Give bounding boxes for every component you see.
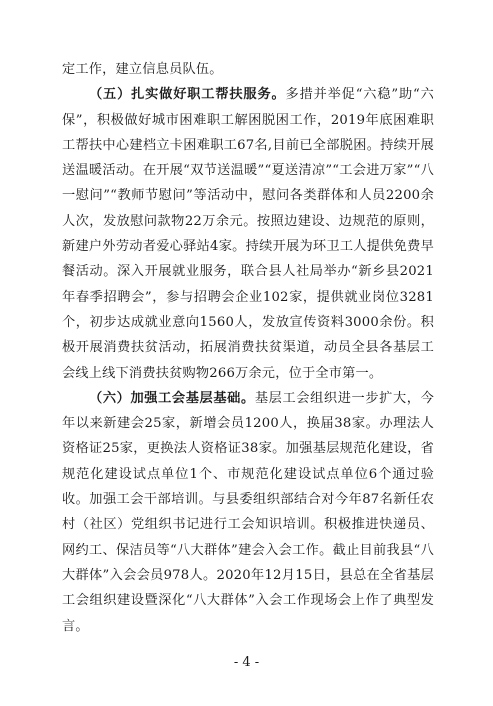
document-page — [62, 57, 434, 639]
section-6-heading: （六）加强工会基层基础。 — [89, 390, 255, 406]
section-6-body: 基层工会组织进一步扩大，今年以来新建会25家，新增会员1200人，换届38家。办理法人资格证25家，更换法人资格证38家。加强基层规范化建设，省规范化建设试点单位1个、市规范化建设试点单位6个通过验收。加强工会干部培训。与县委组织部结合对今年87名新任农村（社区）党组织书记进行工会知识培训。积极推进快递员、网约工、保洁员等“八大群体”建会入会工作。截止目前我县“八大群体”入会会员978人。2020年12月15日，县总在全省基层工会组织建设暨深化“八大群体”入会工作现场会上作了典型发言。 — [62, 390, 434, 634]
section-5-body: 多措并举促“六稳”助“六保”，积极做好城市困难职工解困脱困工作，2019年底困难职工帮扶中心建档立卡困难职工67名,目前已全部脱困。持续开展送温暖活动。在开展“双节送温暖”“夏送清凉”“工会进万家”“八一慰问”“教师节慰问”等活动中，慰问各类群体和人员2200余人次，发放慰问款物22万余元。按照边建设、边规范的原则，新建户外劳动者爱心驿站4家。持续开展为环卫工人提供免费早餐活动。深入开展就业服务，联合县人社局举办“新乡县2021年春季招聘会”，参与招聘会企业102家，提供就业岗位3281个，初步达成就业意向1560人，发放宣传资料3000余份。积极开展消费扶贫活动，拓展消费扶贫渠道，动员全县各基层工会线上线下消费扶贫购物266万余元，位于全市第一。 — [62, 87, 434, 381]
page-number: - 4 - — [233, 655, 260, 670]
continuation-text: 定工作，建立信息员队伍。 — [62, 62, 223, 77]
section-5-paragraph — [62, 82, 434, 386]
section-5-heading: （五）扎实做好职工帮扶服务。 — [89, 87, 286, 103]
continuation-paragraph — [62, 57, 434, 82]
section-6-paragraph — [62, 386, 434, 639]
